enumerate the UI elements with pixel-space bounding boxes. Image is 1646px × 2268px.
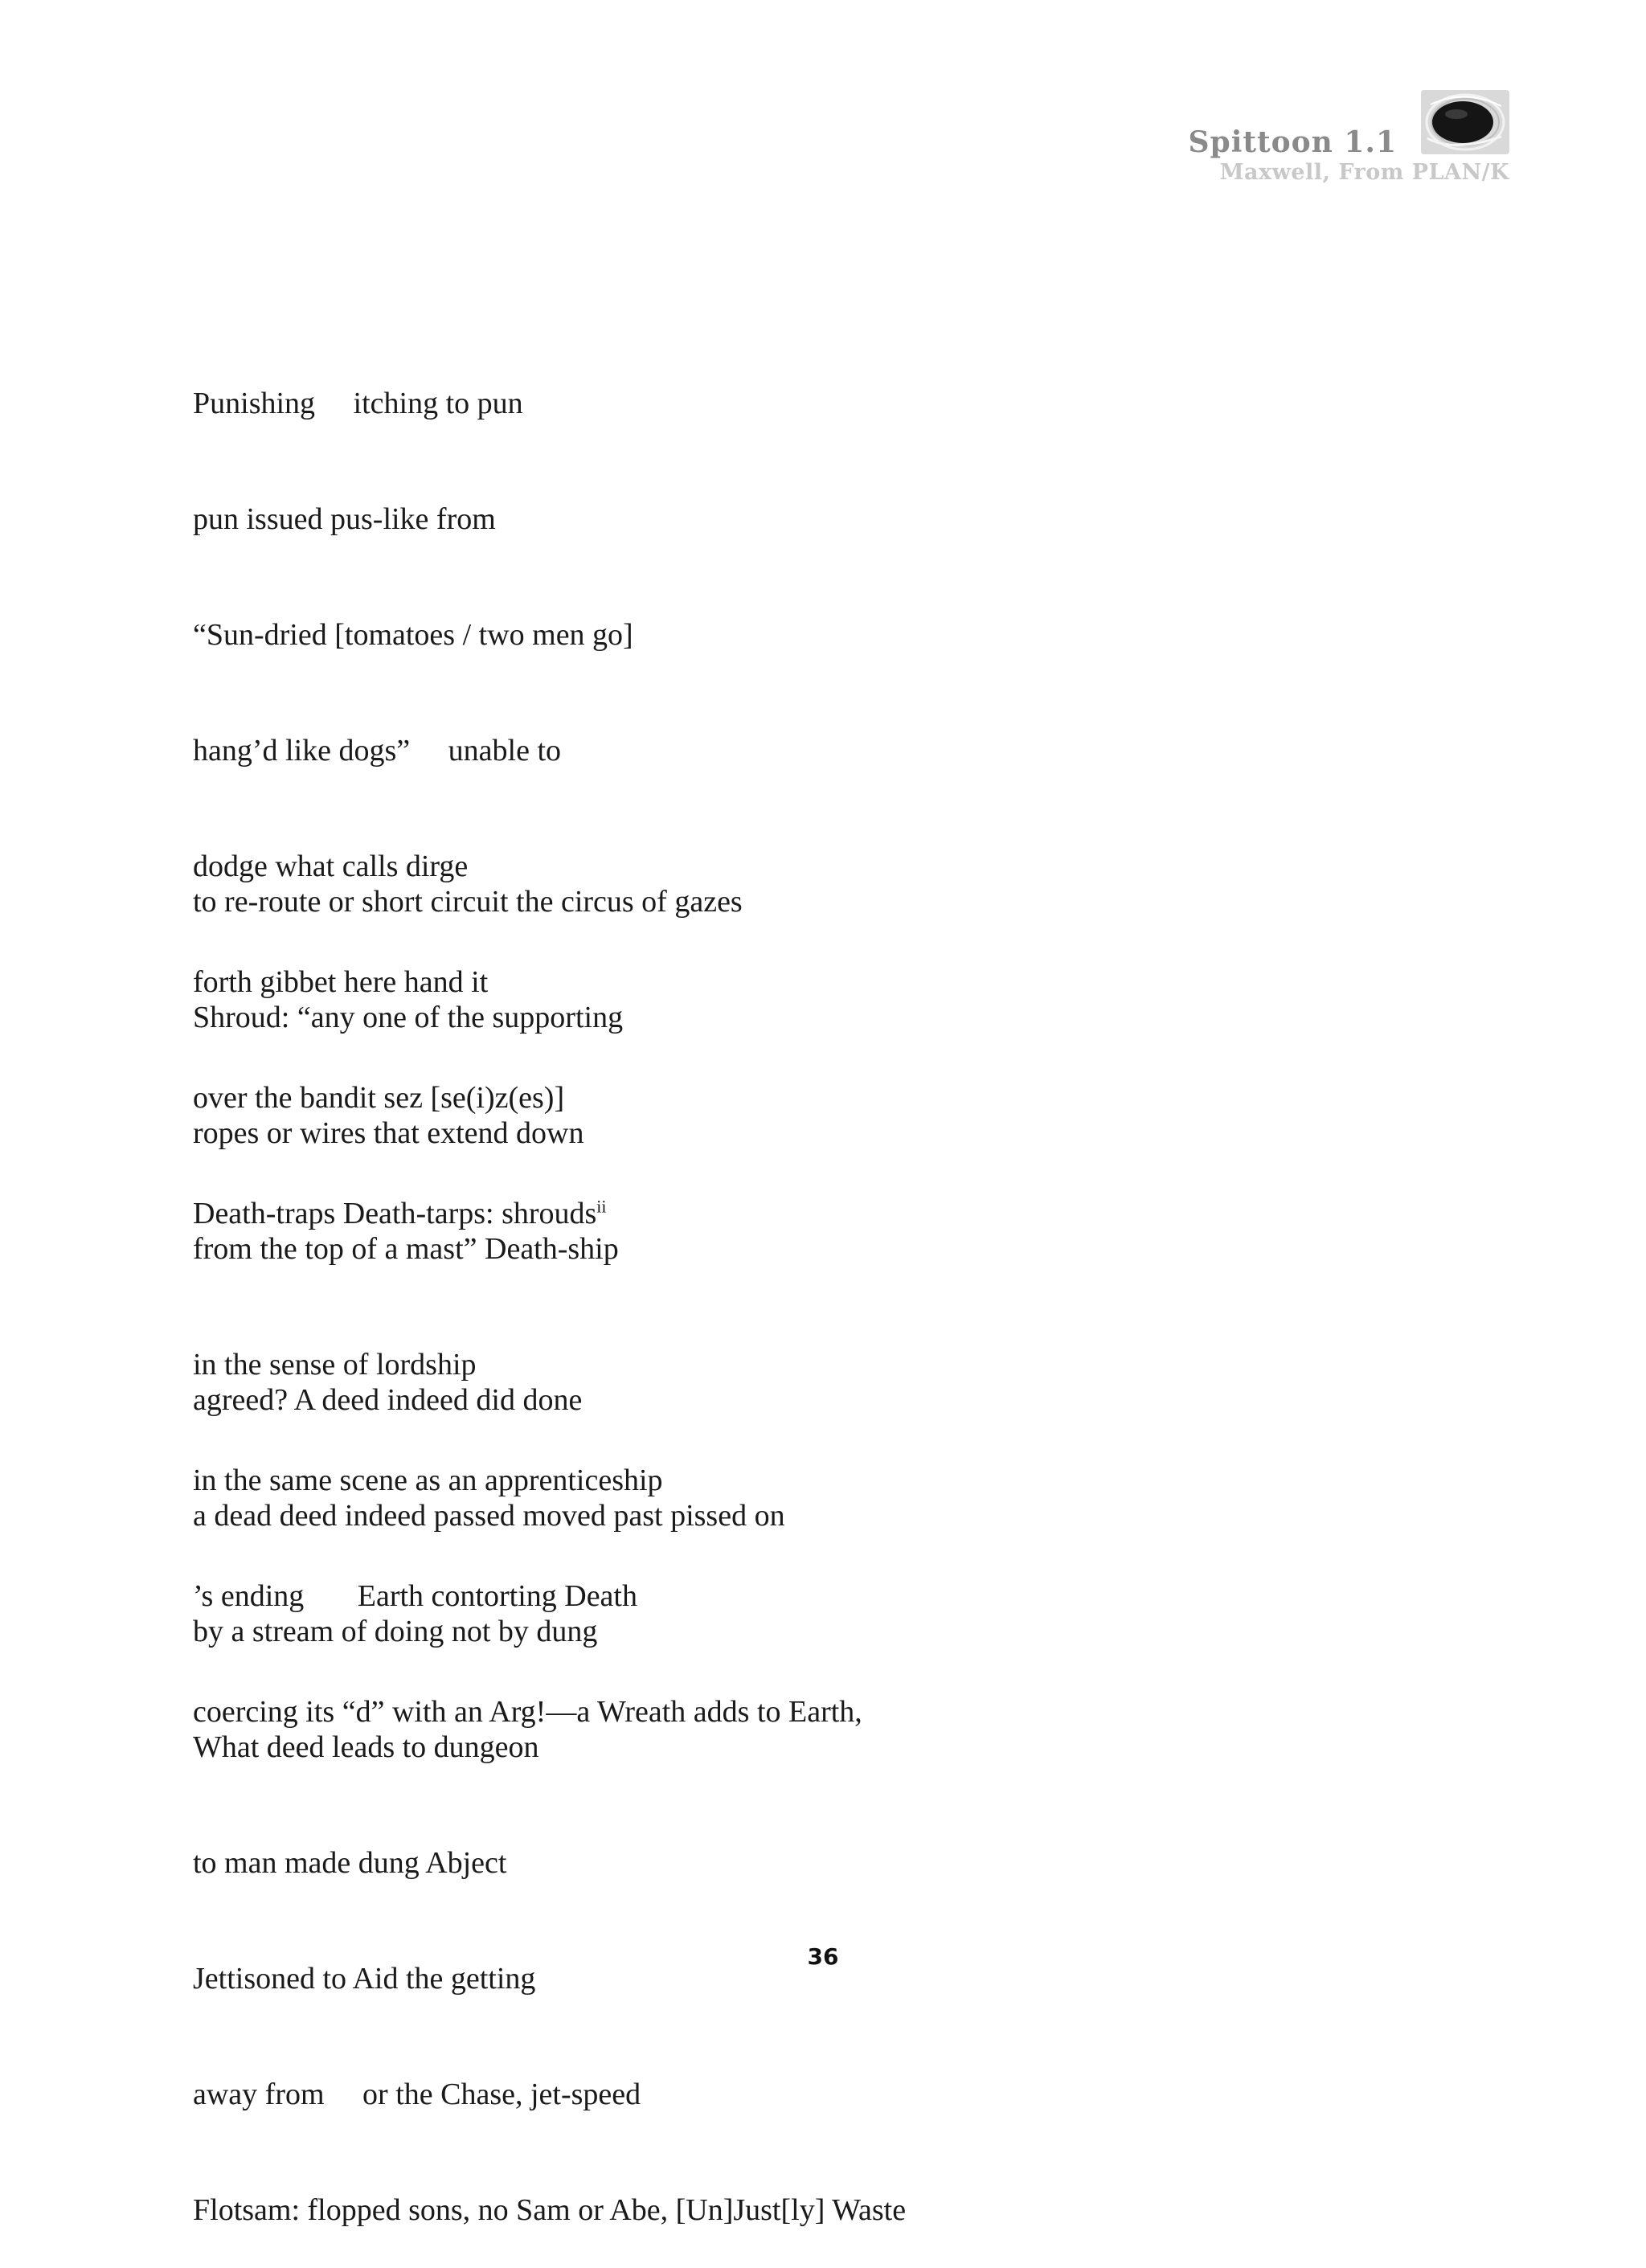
- header-subtitle: Maxwell, From PLAN/K: [1219, 159, 1509, 185]
- poem-line: by a stream of doing not by dung: [193, 1615, 598, 1648]
- poem-line: to man made dung Abject: [193, 1846, 507, 1880]
- poem-line: over the bandit sez [se(i)z(es)]: [193, 1081, 565, 1115]
- poem-line-text: Death-traps Death-tarps: shrouds: [193, 1197, 597, 1230]
- header-title: Spittoon 1.1: [1188, 125, 1397, 159]
- poem-line: Shroud: “any one of the supporting: [193, 1001, 624, 1034]
- poem-line: ropes or wires that extend down: [193, 1116, 584, 1150]
- poem-stanza-3: [193, 1304, 906, 2268]
- spittoon-logo-icon: [1421, 90, 1509, 154]
- poem-line: Jettisoned to Aid the getting: [193, 1962, 536, 1996]
- poem-line: pun issued pus-like from: [193, 502, 496, 536]
- poem-line: in the same scene as an apprenticeship: [193, 1464, 663, 1497]
- poem-line: “Sun-dried [tomatoes / two men go]: [193, 618, 633, 652]
- poem-line: What deed leads to dungeon: [193, 1730, 539, 1764]
- page-number: 36: [807, 1943, 839, 1970]
- poem-line: a dead deed indeed passed moved past pissed on: [193, 1499, 785, 1533]
- poem-line: Punishing itching to pun: [193, 387, 523, 420]
- poem-line: ’s ending Earth contorting Death: [193, 1579, 637, 1613]
- poem-line: Flotsam: flopped sons, no Sam or Abe, [Un]Just[ly] Waste: [193, 2193, 907, 2227]
- poem-line: dodge what calls dirge: [193, 849, 469, 883]
- poem-line: agreed? A deed indeed did done: [193, 1383, 583, 1417]
- footnote-marker[interactable]: ii: [596, 1196, 607, 1217]
- poem-line: hang’d like dogs” unable to: [193, 734, 562, 768]
- poem-line: forth gibbet here hand it: [193, 965, 489, 999]
- poem-line: to re-route or short circuit the circus of gazes: [193, 885, 743, 919]
- poem-line: from the top of a mast” Death-ship: [193, 1232, 619, 1266]
- poem-line: coercing its “d” with an Arg!—a Wreath adds to Earth,: [193, 1695, 862, 1729]
- poem-line: away from or the Chase, jet-speed: [193, 2078, 641, 2111]
- page-header: [1189, 90, 1509, 184]
- poem-line: in the sense of lordship: [193, 1348, 477, 1382]
